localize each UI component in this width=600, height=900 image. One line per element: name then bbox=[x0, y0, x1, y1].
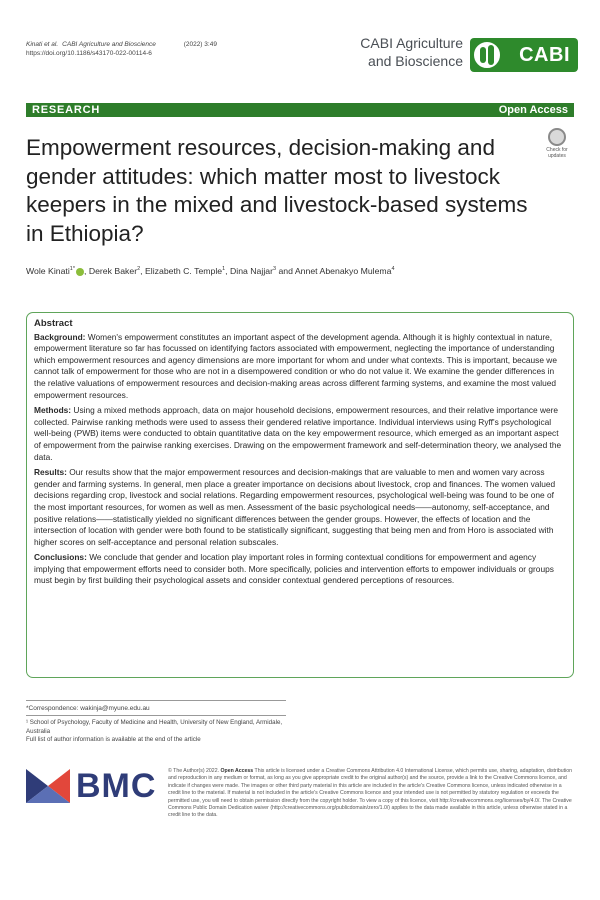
license-text: This article is licensed under a Creative Commons Attribution 4.0 International License, which permits use, sharing, adaptation, distribution and reproduction in any medium or format, as long as you give appropriate credit to the original author(s) and the source, provide a link to the Creative Commons licence, and indicate if changes were made. The images or other third party material in this article are included in the article's Creative Commons licence, unless indicated otherwise in a credit line to the material. If material is not included in the article's Creative Commons licence and your intended use is not permitted by statutory regulation or exceeds the permitted use, you will need to obtain permission directly from the copyright holder. To view a copy of this licence, visit http://creativecommons.org/licenses/by/4.0/. The Creative Commons Public Domain Dedication waiver (http://creativecommons.org/publicdomain/zero/1.0/) applies to the data made available in this article, unless otherwise stated in a credit line to the data. bbox=[168, 768, 572, 819]
crossmark-caption-1: Check for bbox=[546, 147, 568, 153]
affiliation-line: ¹ School of Psychology, Faculty of Medicine and Health, University of New England, Armidale, Australia bbox=[26, 719, 283, 735]
footnote-divider bbox=[26, 700, 286, 701]
cabi-logo-text: CABI bbox=[519, 43, 570, 66]
open-access-label: Open Access bbox=[498, 104, 568, 116]
conclusions-text: We conclude that gender and location play important roles in forming contextual conditions for empowerment and agency implying that empowerment efforts need to consider both. More specifically, policies and intervention efforts to empower individuals or groups must begin by first building their psychological assets and consider contextual gendered perceptions of resources. bbox=[34, 552, 554, 586]
orcid-icon[interactable] bbox=[76, 268, 84, 276]
abstract-heading: Abstract bbox=[34, 318, 73, 329]
publisher-logo: BMC bbox=[76, 767, 157, 805]
journal-name-line1: CABI Agriculture bbox=[360, 35, 463, 51]
background-text: Women's empowerment constitutes an important aspect of the development agenda. Although it is highly contextual in nature, empowerment literature so far has focussed on identifying factors associated with empowerment, neglecting the importance of understanding which empowerment resources and agency dimensions are more important for whom and under what contexts. This is important, because we cannot talk of empowerment for those who are not in a disempowered condition or who do not value it. We examine the gender differences in the relative valuations of empowerment resources and decision-making areas across different farming systems, and examine the most valued empowerment resources. bbox=[34, 331, 557, 400]
article-title: Empowerment resources, decision-making and gender attitudes: which matter most to livestock keepers in the mixed and livestock-based systems in Ethiopia? bbox=[26, 135, 528, 246]
citation-doi[interactable]: https://doi.org/10.1186/s43170-022-00114-6 bbox=[26, 50, 152, 57]
author-name[interactable]: Dina Najjar bbox=[230, 265, 273, 276]
author-affil: 1 bbox=[222, 266, 226, 272]
journal-name-line2: and Bioscience bbox=[368, 53, 463, 69]
author-name[interactable]: Elizabeth C. Temple bbox=[145, 265, 223, 276]
crossmark-icon bbox=[548, 128, 566, 146]
author-affil: 3 bbox=[272, 266, 277, 272]
footnote-divider bbox=[26, 715, 286, 716]
abstract-background bbox=[34, 332, 566, 402]
abstract-results bbox=[34, 467, 566, 548]
affiliation-note: Full list of author information is available at the end of the article bbox=[26, 736, 201, 743]
license-notice bbox=[168, 768, 574, 820]
affiliation bbox=[26, 719, 296, 745]
citation-authors: Kinati et al. bbox=[26, 41, 59, 48]
license-owner: © The Author(s) 2022. bbox=[168, 768, 220, 774]
correspondence[interactable]: *Correspondence: wakinja@myune.edu.au bbox=[26, 705, 150, 712]
background-label: Background: bbox=[34, 331, 86, 342]
license-label: Open Access bbox=[220, 768, 254, 774]
citation-journal: CABI Agriculture and Bioscience bbox=[62, 41, 156, 48]
methods-label: Methods: bbox=[34, 405, 72, 416]
bmc-logo-icon bbox=[26, 769, 70, 803]
abstract-methods bbox=[34, 405, 566, 463]
cabi-emblem-icon bbox=[472, 40, 502, 70]
abstract-conclusions bbox=[34, 552, 566, 587]
author-list: Wole Kinati$^{1*}$ , Derek Baker$^2$, Elizabeth C. Temple$^1$, Dina Najjar$^3$ and Annet Abenakyo Mulema$^4$ bbox=[26, 265, 395, 276]
citation-year-volume: (2022) 3:49 bbox=[183, 41, 217, 48]
author-name[interactable]: Derek Baker bbox=[88, 265, 138, 276]
methods-text: Using a mixed methods approach, data on major household decisions, empowerment resources, and their relative importance were collected. Pairwise ranking methods were used to assess their gendered relative importance. Individual interviews using Ryff's psychological well-being (PWB) items were conducted to obtain quantitative data on the key empowerment resource, which emerged as an important aspect of empowerment from the pairwise ranking exercises. Drawing on the empowerment framework and self-determination theory, we analysed the data. bbox=[34, 405, 562, 462]
results-text: Our results show that the major empowerment resources and decision-makings that are valuable to men and women vary across gender and farming systems. In general, men place a greater importance on decisions about livestock, crop and finances. The women valued decisions regarding crop, livestock and social relations. Regarding empowerment resources, psychological well-being was found to be one of the most important resources, for women as well as men. Assessment of the basic psychological needs——autonomy, self-acceptance, and positive relations——statistically yielded no significant differences between the gender groups. However, the effects of location and the intersection of location with gender were both found to be statistically significant, suggesting that being men and from Horo is associated with higher scores on self-acceptance and personal relation subscales. bbox=[34, 467, 556, 547]
conclusions-label: Conclusions: bbox=[34, 552, 87, 563]
author-affil: 4 bbox=[391, 266, 395, 272]
author-affil: 1* bbox=[69, 266, 75, 272]
citation-header bbox=[26, 40, 326, 58]
crossmark-caption-2: updates bbox=[548, 153, 566, 159]
author-affil: 2 bbox=[137, 266, 141, 272]
author-name[interactable]: Wole Kinati bbox=[26, 265, 70, 276]
author-name[interactable]: Annet Abenakyo Mulema bbox=[294, 265, 392, 276]
journal-name bbox=[335, 34, 463, 70]
results-label: Results: bbox=[34, 467, 67, 478]
section-label: RESEARCH bbox=[32, 104, 101, 116]
section-banner bbox=[26, 103, 574, 117]
abstract bbox=[34, 318, 566, 591]
check-for-updates-badge[interactable] bbox=[542, 128, 572, 158]
